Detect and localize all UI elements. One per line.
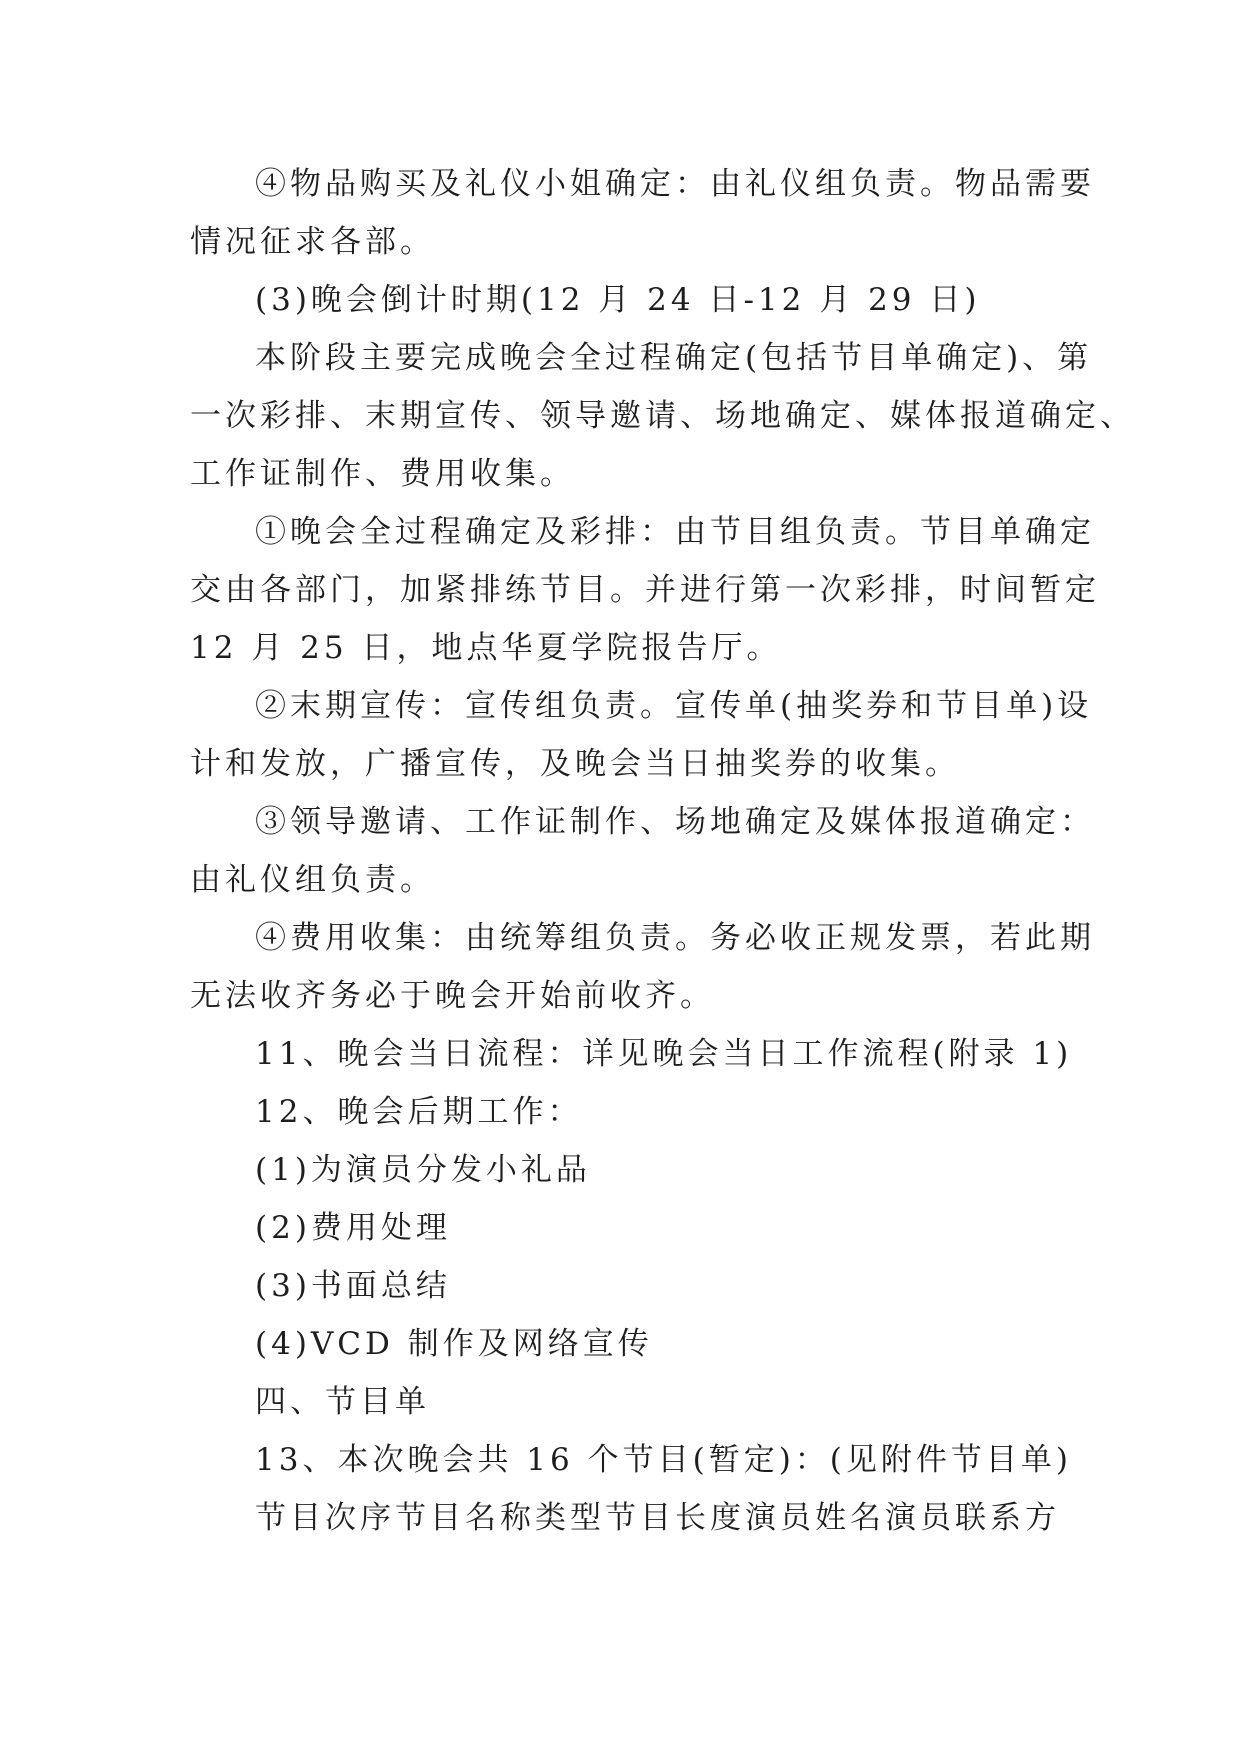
text-line: 四、节目单 [255,1384,430,1420]
text-line: ①晚会全过程确定及彩排：由节目组负责。节目单确定 [255,514,1095,550]
text-line: (3)晚会倒计时期(12 月 24 日-12 月 29 日) [255,282,981,318]
text-line: 工作证制作、费用收集。 [190,456,575,492]
text-line: 12、晚会后期工作： [255,1094,583,1130]
text-line: 情况征求各部。 [190,224,435,260]
text-line: ④物品购买及礼仪小姐确定：由礼仪组负责。物品需要 [255,166,1095,202]
text-line: 12 月 25 日，地点华夏学院报告厅。 [190,630,782,666]
text-line: 13、本次晚会共 16 个节目(暂定)：(见附件节目单) [255,1442,1072,1478]
text-line: 由礼仪组负责。 [190,862,435,898]
text-line: 节目次序节目名称类型节目长度演员姓名演员联系方 [255,1500,1060,1536]
text-line: (4)VCD 制作及网络宣传 [255,1326,653,1362]
text-line: (1)为演员分发小礼品 [255,1152,591,1188]
text-line: 交由各部门，加紧排练节目。并进行第一次彩排，时间暂定 [190,572,1100,608]
text-line: 计和发放，广播宣传，及晚会当日抽奖券的收集。 [190,746,960,782]
text-line: (2)费用处理 [255,1210,451,1246]
text-line: ④费用收集：由统筹组负责。务必收正规发票，若此期 [255,920,1095,956]
text-line: 11、晚会当日流程：详见晚会当日工作流程(附录 1) [255,1036,1073,1072]
text-line: ②末期宣传：宣传组负责。宣传单(抽奖券和节目单)设 [255,688,1093,724]
text-line: 本阶段主要完成晚会全过程确定(包括节目单确定)、第 [255,340,1093,376]
text-line: 一次彩排、末期宣传、领导邀请、场地确定、媒体报道确定、 [190,398,1135,434]
text-line: (3)书面总结 [255,1268,451,1304]
text-line: ③领导邀请、工作证制作、场地确定及媒体报道确定： [255,804,1095,840]
text-line: 无法收齐务必于晚会开始前收齐。 [190,978,715,1014]
